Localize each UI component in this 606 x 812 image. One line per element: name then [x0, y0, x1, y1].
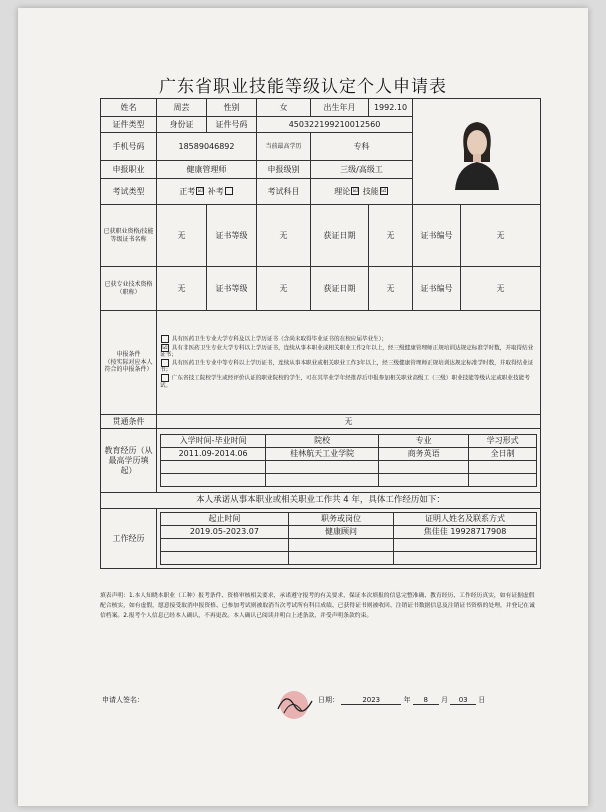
work-header-position: 职务或岗位 [288, 513, 393, 526]
gender-label: 性别 [207, 99, 257, 117]
condition-item: 广东省技工院校学生或经评价认证的职业院校的学生，可在其毕业学年经推荐后申报参加相关职业高级工（三级）职业技能等级认定或职业技能考试。 [160, 375, 530, 389]
title-cert-label: 已获专业技术资格（职称） [101, 267, 157, 311]
condition-checkbox [161, 374, 169, 382]
edu-form: 全日制 [469, 448, 537, 461]
application-form-page [18, 8, 588, 806]
work-position: 健康顾问 [288, 526, 393, 539]
exam-type-label: 考试类型 [101, 179, 157, 205]
work-time: 2019.05-2023.07 [161, 526, 289, 539]
work-header-reference: 证明人姓名及联系方式 [394, 513, 537, 526]
condition-item: ☑ 具有非医药卫生专业大学专科以上学历证书，连续从事本职业或相关职业工作2年以上，经三级健康管理师正规培训达规定标准学时数，并取得结业证书； [160, 343, 534, 359]
subject-theory-checkbox: ☑ [352, 187, 358, 194]
skill-cert-label: 已获职业资格/技能等级证书名称 [101, 205, 157, 267]
education-level-label: 当前最高学历 [257, 133, 311, 161]
date-day: 03 [450, 696, 476, 705]
exam-retake-checkbox [225, 187, 233, 195]
title-cert-no-label: 证书编号 [413, 267, 461, 311]
date-month: 8 [413, 696, 439, 705]
id-type-label: 证件类型 [101, 117, 157, 133]
gender-value: 女 [257, 99, 311, 117]
id-no-value: 450322199210012560 [257, 117, 413, 133]
year-unit: 年 [403, 696, 411, 704]
title-cert-level: 无 [257, 267, 311, 311]
title-cert-date: 无 [369, 267, 413, 311]
condition-item: 具有医药卫生专业大学专科及以上学历证书（含尚未取得毕业证书的在校应届毕业生）； [160, 335, 537, 343]
condition-checkbox [161, 359, 169, 367]
work-table [160, 512, 537, 565]
work-label: 工作经历 [101, 509, 157, 569]
signature-row [100, 691, 540, 721]
through-value: 无 [157, 415, 541, 429]
subject-theory-label: 理论 [334, 186, 351, 196]
date-year: 2023 [341, 696, 401, 705]
subject-skill-checkbox: ☑ [381, 187, 387, 194]
edu-major: 商务英语 [379, 448, 469, 461]
conditions-sub: （按实际对应本人符合的申报条件） [104, 358, 153, 374]
skill-cert-level: 无 [257, 205, 311, 267]
title-cert-no: 无 [461, 267, 541, 311]
title-cert-date-label: 获证日期 [311, 267, 369, 311]
education-label: 教育经历（从最高学历填起） [101, 429, 157, 493]
edu-time: 2011.09-2014.06 [161, 448, 266, 461]
edu-header-major: 专业 [379, 435, 469, 448]
declaration-text: 填表声明：1.本人知晓本职业（工种）报考条件、资格审核相关要求，承诺遵守报考的有关要求，保证本次填报的信息完整准确、教育经历、工作经历真实，如有证据虚假配合核实，如有虚假，愿意接受取消申报资格、已参加考试则被取消当次考试所有科目成绩、已获得证书则被收回、注销证书数据信息及注销证书资格的处理，并登记在诚信档案。2.报考个人信息已经本人确认，不再更改。本人确认已阅读并明白上述条款，并受声明条款约束。 [100, 593, 535, 620]
skill-cert-no: 无 [461, 205, 541, 267]
skill-cert-date: 无 [369, 205, 413, 267]
work-reference: 焦佳佳 19928717908 [394, 526, 537, 539]
phone-label: 手机号码 [101, 133, 157, 161]
birth-value: 1992.10 [369, 99, 413, 117]
level-label: 申报级别 [257, 161, 311, 179]
phone-value: 18589046892 [157, 133, 257, 161]
edu-school: 桂林航天工业学院 [266, 448, 379, 461]
day-unit: 日 [478, 696, 486, 704]
form-title: 广东省职业技能等级认定个人申请表 [159, 77, 447, 97]
occupation-value: 健康管理师 [157, 161, 257, 179]
exam-type-options [157, 179, 257, 205]
edu-header-time: 入学时间-毕业时间 [161, 435, 266, 448]
date-label: 日期： [318, 696, 339, 704]
subject-label: 考试科目 [257, 179, 311, 205]
table-row [161, 526, 537, 539]
exam-normal-label: 正考 [179, 186, 196, 196]
name-label: 姓名 [101, 99, 157, 117]
conditions-label: 申报条件 [116, 351, 141, 359]
skill-cert-no-label: 证书编号 [413, 205, 461, 267]
condition-item: 具有医药卫生专业中等专科以上学历证书，连续从事本职业或相关职业工作3年以上，经三级健康管理师正规培训达规定标准学时数，并取得结业证书； [160, 360, 534, 374]
skill-cert-level-label: 证书等级 [207, 205, 257, 267]
level-value: 三级/高级工 [311, 161, 413, 179]
conditions-list [157, 311, 541, 415]
exam-normal-checkbox: ☑ [197, 187, 203, 194]
form-table [100, 98, 541, 569]
name-value: 周芸 [157, 99, 207, 117]
skill-cert-date-label: 获证日期 [311, 205, 369, 267]
signature-date [318, 695, 485, 705]
applicant-photo [440, 110, 514, 190]
conditions-label-cell [101, 311, 157, 415]
title-cert-name: 无 [157, 267, 207, 311]
condition-checkbox [161, 335, 169, 343]
occupation-label: 申报职业 [101, 161, 157, 179]
photo-cell [413, 99, 541, 205]
title-cert-level-label: 证书等级 [207, 267, 257, 311]
table-row [161, 448, 537, 461]
id-type-value: 身份证 [157, 117, 207, 133]
education-level-value: 专科 [311, 133, 413, 161]
subject-skill-label: 技能 [362, 186, 379, 196]
through-label: 贯通条件 [101, 415, 157, 429]
skill-cert-name: 无 [157, 205, 207, 267]
edu-header-school: 院校 [266, 435, 379, 448]
education-table-cell [157, 429, 541, 493]
work-promise: 本人承诺从事本职业或相关职业工作共 4 年，具体工作经历如下： [101, 493, 541, 509]
signature-stamp-icon [272, 687, 316, 723]
subject-options [311, 179, 413, 205]
birth-label: 出生年月 [311, 99, 369, 117]
id-no-label: 证件号码 [207, 117, 257, 133]
month-unit: 月 [440, 696, 448, 704]
signature-label: 申请人签名： [102, 696, 144, 704]
work-table-cell [157, 509, 541, 569]
edu-header-form: 学习形式 [469, 435, 537, 448]
exam-retake-label: 补考 [207, 186, 224, 196]
education-table [160, 434, 537, 487]
work-header-time: 起止时间 [161, 513, 289, 526]
condition-checkbox: ☑ [162, 343, 168, 351]
